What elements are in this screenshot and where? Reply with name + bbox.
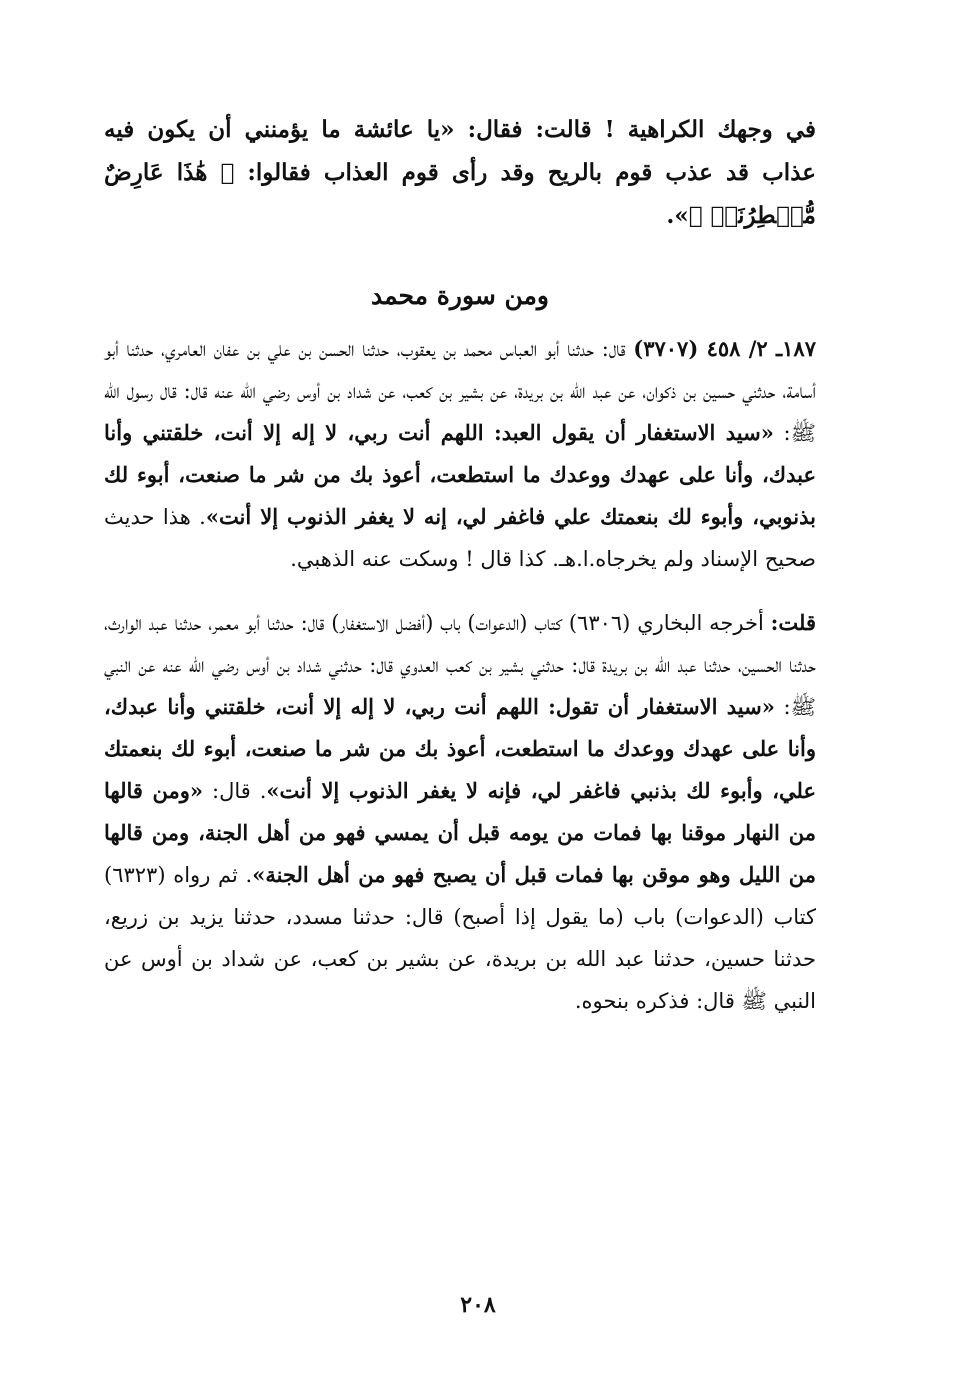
comment-matn-2: «ومن قالها من النهار موقنا بها فمات من يومه قبل أن يمسي فهو من أهل الجنة، ومن قالها من الليل وهو موقن بها فمات قبل أن يصبح فهو من أهل الجنة» <box>104 778 816 887</box>
section-heading: ومن سورة محمد <box>370 281 550 310</box>
intro-paragraph: في وجهك الكراهية ! قالت: فقال: «يا عائشة ما يؤمنني أن يكون فيه عذاب قد عذب قوم بالريح وقد رأى قوم العذاب فقالوا: ﴿ هَٰذَا عَارِضٌ مُّمۡطِرُنَاۚ ﴾». <box>104 116 816 229</box>
comment-paragraph <box>104 602 816 1022</box>
comment-text-3: . ثم رواه (٦٣٢٣) كتاب (الدعوات) باب (ما يقول إذا أصبح) قال: حدثنا مسدد، حدثنا يزيد بن زريع، حدثنا حسين، حدثنا عبد الله بن بريدة، عن بشير بن كعب، عن شداد بن أوس عن النبي ﷺ قال: فذكره بنحوه. <box>104 863 816 1013</box>
hadith-tail: . هذا حديث صحيح الإسناد ولم يخرجاه.ا.هـ. كذا قال ! وسكت عنه الذهبي. <box>104 505 816 571</box>
page-body <box>104 108 816 1022</box>
hadith-isnad: قال: حدثنا أبو العباس محمد بن يعقوب، حدثنا الحسن بن علي بن عفان العامري، حدثنا أبو أسامة، حدثني حسين بن ذكوان، عن عبد الله بن بريدة، عن بشير بن كعب، عن شداد بن أوس رضي الله عنه قال: قال رسول الله ﷺ: <box>104 337 816 445</box>
hadith-paragraph <box>104 328 816 580</box>
comment-text-1: أخرجه البخاري (٦٣٠٦) كتاب (الدعوات) باب (أفضل الاستغفار) قال: حدثنا أبو معمر، حدثنا عبد الوارث، حدثنا الحسين، حدثنا عبد الله بن بريدة قال: حدثني بشير بن كعب العدوي قال: حدثني شداد بن أوس رضي الله عنه عن النبي ﷺ: <box>104 611 816 719</box>
comment-label: قلت: <box>770 610 816 635</box>
hadith-number: ١٨٧ـ ٢/ ٤٥٨ (٣٧٠٧) <box>633 336 816 361</box>
hadith-matn: «سيد الاستغفار أن يقول العبد: اللهم أنت ربي، لا إله إلا أنت، خلقتني وأنا عبدك، وأنا على عهدك ووعدك ما استطعت، أعوذ بك من شر ما صنعت، أبوء لك بذنوبي، وأبوء لك بنعمتك علي فاغفر لي، إنه لا يغفر الذنوب إلا أنت» <box>104 420 816 529</box>
page-number: ٢٠٨ <box>460 1292 496 1318</box>
comment-text-2: . قال: <box>203 779 267 803</box>
comment-matn-1: «سيد الاستغفار أن تقول: اللهم أنت ربي، لا إله إلا أنت، خلقتني وأنا عبدك، وأنا على عهدك ووعدك ما استطعت، أعوذ بك من شر ما صنعت، أبوء لك بنعمتك علي، وأبوء لك بذنبي فاغفر لي، فإنه لا يغفر الذنوب إلا أنت» <box>104 694 817 803</box>
